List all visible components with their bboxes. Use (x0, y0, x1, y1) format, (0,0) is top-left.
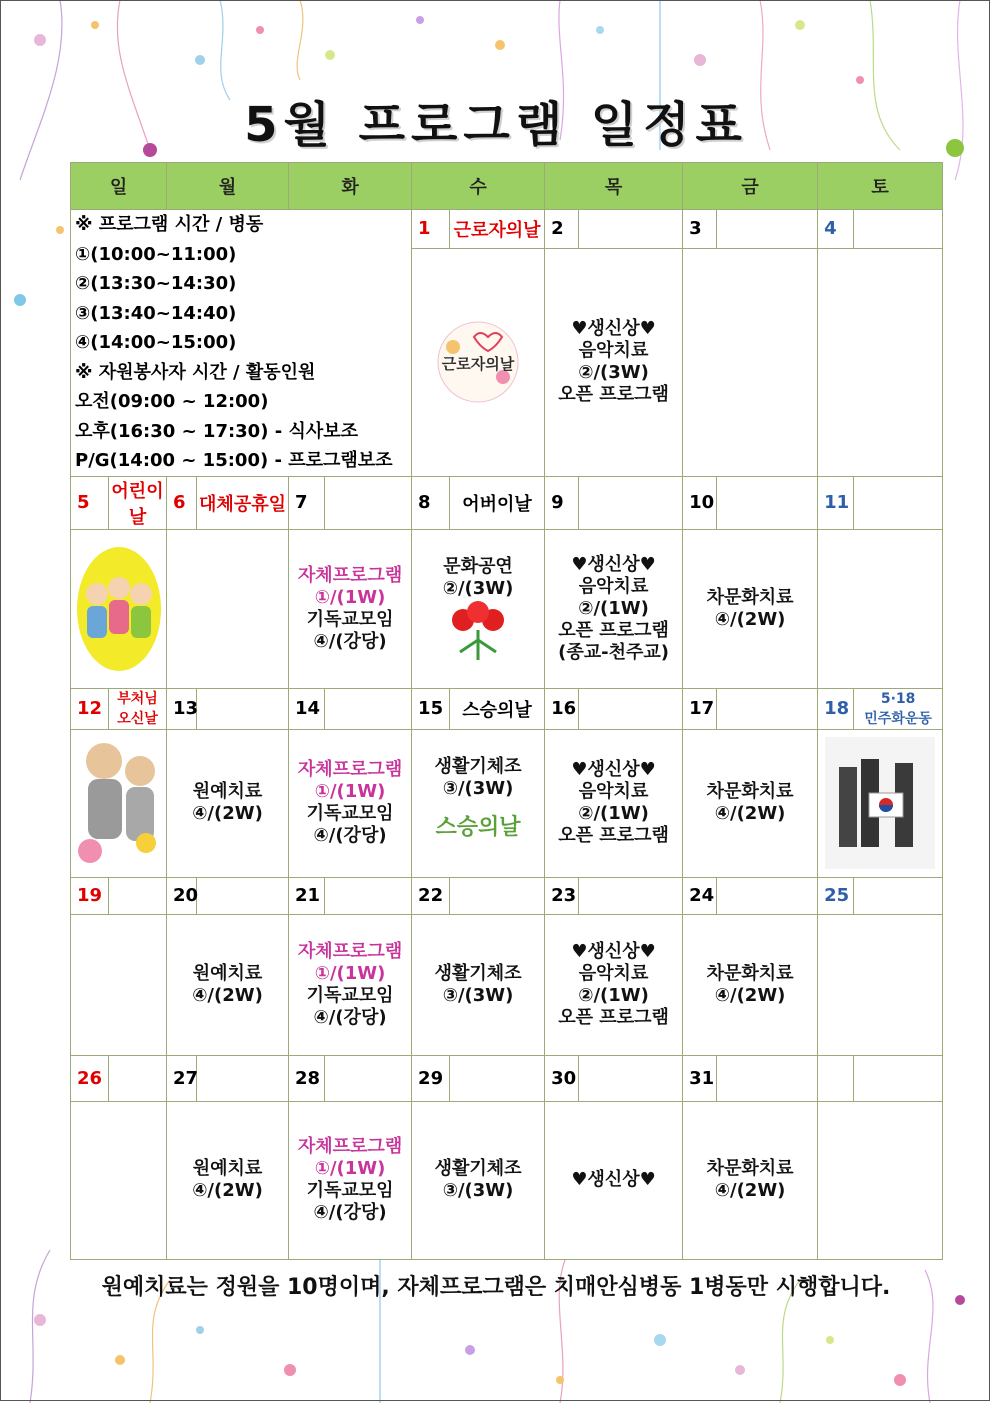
holiday-label: 어린이날 (109, 476, 167, 529)
gardening-therapy-label: 원예치료 (192, 781, 263, 802)
day-number: 18 (818, 688, 854, 729)
day-number: 17 (683, 688, 717, 729)
svg-text:스승의날: 스승의날 (435, 815, 521, 840)
day-number: 22 (412, 877, 450, 914)
christian-meeting-place: ④/(강당) (313, 630, 387, 652)
program-time-info (71, 210, 412, 477)
self-program-ward: ①/(1W) (314, 781, 386, 802)
self-program-label: 자체프로그램 (297, 940, 403, 962)
weekday-wed: 수 (412, 163, 545, 210)
tea-therapy-ward: ④/(2W) (714, 984, 786, 1006)
thu-23-programs (545, 914, 683, 1055)
gardening-therapy-ward: ④/(2W) (192, 1180, 263, 1201)
culture-performance-label: 문화공연 (443, 555, 513, 577)
wed-22-programs (412, 914, 545, 1055)
monks-illustration (74, 735, 164, 871)
exercise-label: 생활기체조 (434, 962, 522, 984)
birthday-party-label: ♥생신상♥ (571, 318, 656, 340)
week2-number-row (71, 476, 943, 529)
day-number: 10 (683, 476, 717, 529)
day-number: 7 (289, 476, 325, 529)
weekday-mon: 월 (167, 163, 289, 210)
tea-therapy-label: 차문화치료 (706, 1158, 794, 1179)
fri-24-programs (683, 914, 818, 1055)
exercise-ward: ③/(3W) (442, 984, 514, 1006)
day-number: 14 (289, 688, 325, 729)
mon-13-programs (167, 729, 289, 877)
info-line: ④(14:00~15:00) (75, 332, 237, 353)
open-program-label: 오픈 프로그램 (558, 825, 669, 846)
open-program-label: 오픈 프로그램 (558, 619, 669, 641)
thu-9-programs (545, 529, 683, 688)
day-number: 1 (412, 210, 450, 249)
holiday-label: 5·18 민주화운동 (854, 688, 943, 729)
labor-day-image (412, 248, 545, 476)
democracy-movement-image (818, 729, 943, 877)
holiday-label: 어버이날 (450, 476, 545, 529)
mon-20-programs (167, 914, 289, 1055)
thu-30-programs (545, 1101, 683, 1259)
birthday-party-label: ♥생신상♥ (571, 553, 656, 575)
teachers-day-graphic (423, 800, 533, 850)
info-line: 오전(09:00 ~ 12:00) (75, 391, 269, 412)
day-number: 12 (71, 688, 109, 729)
childrens-day-image (71, 529, 167, 688)
info-line: 오후(16:30 ~ 17:30) - 식사보조 (75, 420, 358, 442)
svg-text:근로자의날: 근로자의날 (441, 355, 515, 374)
open-program-label: 오픈 프로그램 (558, 1006, 669, 1028)
holiday-label: 스승의날 (450, 688, 545, 729)
christian-meeting-place: ④/(강당) (313, 1202, 387, 1223)
buddha-birthday-image (71, 729, 167, 877)
christian-meeting-place: ④/(강당) (313, 1006, 387, 1028)
day-number: 8 (412, 476, 450, 529)
day-number: 11 (818, 476, 854, 529)
self-program-ward: ①/(1W) (314, 586, 386, 608)
day-number: 29 (412, 1055, 450, 1101)
tea-therapy-ward: ④/(2W) (714, 608, 786, 630)
music-therapy-ward: ②/(1W) (578, 984, 649, 1006)
week4-number-row (71, 877, 943, 914)
page-title: 5월 프로그램 일정표 (244, 97, 748, 153)
weekday-sat: 토 (818, 163, 943, 210)
weekday-sun: 일 (71, 163, 167, 210)
music-therapy-label: 음악치료 (578, 781, 649, 802)
tue-28-programs (289, 1101, 412, 1259)
calendar-table (70, 162, 943, 1260)
footer-note: 원예치료는 정원을 10명이며, 자체프로그램은 치매안심병동 1병동만 시행합니다. (101, 1275, 891, 1300)
tue-14-programs (289, 729, 412, 877)
self-program-ward: ①/(1W) (314, 1158, 386, 1179)
holiday-label: 대체공휴일 (197, 476, 289, 529)
music-therapy-ward: ②/(3W) (578, 362, 649, 384)
info-line: ①(10:00~11:00) (75, 243, 237, 265)
thu-1-programs (545, 248, 683, 476)
mon-27-programs (167, 1101, 289, 1259)
weekday-header-row (71, 163, 943, 210)
exercise-label: 생활기체조 (434, 756, 522, 777)
day-number: 25 (818, 877, 854, 914)
gardening-therapy-label: 원예치료 (192, 962, 263, 984)
day-number: 19 (71, 877, 109, 914)
exercise-ward: ③/(3W) (442, 778, 514, 799)
weekday-thu: 목 (545, 163, 683, 210)
info-line: ※ 프로그램 시간 / 병동 (75, 214, 264, 235)
info-line: ※ 자원봉사자 시간 / 활동인원 (75, 361, 316, 383)
tea-therapy-label: 차문화치료 (706, 586, 794, 608)
self-program-ward: ①/(1W) (314, 962, 386, 984)
wed-15-programs (412, 729, 545, 877)
music-therapy-label: 음악치료 (578, 340, 649, 362)
day-number: 26 (71, 1055, 109, 1101)
day-number: 30 (545, 1055, 579, 1101)
week3-number-row (71, 688, 943, 729)
tea-therapy-ward: ④/(2W) (714, 803, 786, 824)
tue-21-programs (289, 914, 412, 1055)
info-line: ③(13:40~14:40) (75, 302, 237, 324)
thu-16-programs (545, 729, 683, 877)
day-number: 31 (683, 1055, 717, 1101)
week5-number-row (71, 1055, 943, 1101)
day-number: 27 (167, 1055, 197, 1101)
week5-content-row (71, 1101, 943, 1259)
fri-17-programs (683, 729, 818, 877)
day-number: 21 (289, 877, 325, 914)
holiday-label: 근로자의날 (450, 210, 545, 249)
week4-content-row (71, 914, 943, 1055)
holiday-label: 부처님 오신날 (109, 688, 167, 729)
christian-meeting-label: 기독교모임 (306, 608, 394, 630)
labor-day-illustration (433, 317, 523, 407)
christian-meeting-label: 기독교모임 (306, 984, 394, 1006)
music-therapy-ward: ②/(1W) (578, 597, 649, 619)
self-program-label: 자체프로그램 (297, 1136, 403, 1157)
day-number: 2 (545, 210, 579, 249)
day-number: 28 (289, 1055, 325, 1101)
religion-label: (종교-천주교) (558, 641, 669, 663)
day-number: 15 (412, 688, 450, 729)
tea-therapy-label: 차문화치료 (706, 781, 794, 802)
exercise-ward: ③/(3W) (442, 1180, 514, 1201)
birthday-party-label: ♥생신상♥ (571, 759, 656, 780)
children-illustration (75, 544, 163, 674)
christian-meeting-label: 기독교모임 (306, 803, 394, 824)
open-program-label: 오픈 프로그램 (558, 384, 669, 406)
weekday-tue: 화 (289, 163, 412, 210)
christian-meeting-label: 기독교모임 (306, 1180, 394, 1201)
self-program-label: 자체프로그램 (297, 564, 403, 586)
day-number: 9 (545, 476, 579, 529)
birthday-party-label: ♥생신상♥ (571, 940, 656, 962)
wed-8-programs (412, 529, 545, 688)
birthday-party-label: ♥생신상♥ (571, 1169, 656, 1190)
gardening-therapy-ward: ④/(2W) (192, 984, 263, 1006)
day-number: 20 (167, 877, 197, 914)
day-number: 4 (818, 210, 854, 249)
music-therapy-ward: ②/(1W) (578, 803, 649, 824)
day-number: 23 (545, 877, 579, 914)
music-therapy-label: 음악치료 (578, 962, 649, 984)
day-number: 16 (545, 688, 579, 729)
day-number: 5 (71, 476, 109, 529)
culture-performance-ward: ②/(3W) (442, 577, 514, 599)
weekday-fri: 금 (683, 163, 818, 210)
protest-illustration (825, 737, 935, 869)
carnation-icon (438, 600, 518, 662)
exercise-label: 생활기체조 (434, 1158, 522, 1179)
day-number: 6 (167, 476, 197, 529)
fri-31-programs (683, 1101, 818, 1259)
info-line: P/G(14:00 ~ 15:00) - 프로그램보조 (75, 450, 393, 471)
wed-29-programs (412, 1101, 545, 1259)
day-number: 13 (167, 688, 197, 729)
gardening-therapy-label: 원예치료 (192, 1158, 263, 1179)
self-program-label: 자체프로그램 (297, 759, 403, 780)
tue-7-programs (289, 529, 412, 688)
tea-therapy-label: 차문화치료 (706, 962, 794, 984)
music-therapy-label: 음악치료 (578, 575, 649, 597)
fri-10-programs (683, 529, 818, 688)
christian-meeting-place: ④/(강당) (313, 825, 387, 846)
week3-content-row (71, 729, 943, 877)
day-number: 24 (683, 877, 717, 914)
info-line: ②(13:30~14:30) (75, 273, 237, 294)
week1-number-row (71, 210, 943, 249)
day-number: 3 (683, 210, 717, 249)
week2-content-row (71, 529, 943, 688)
gardening-therapy-ward: ④/(2W) (192, 803, 263, 824)
tea-therapy-ward: ④/(2W) (714, 1180, 786, 1201)
